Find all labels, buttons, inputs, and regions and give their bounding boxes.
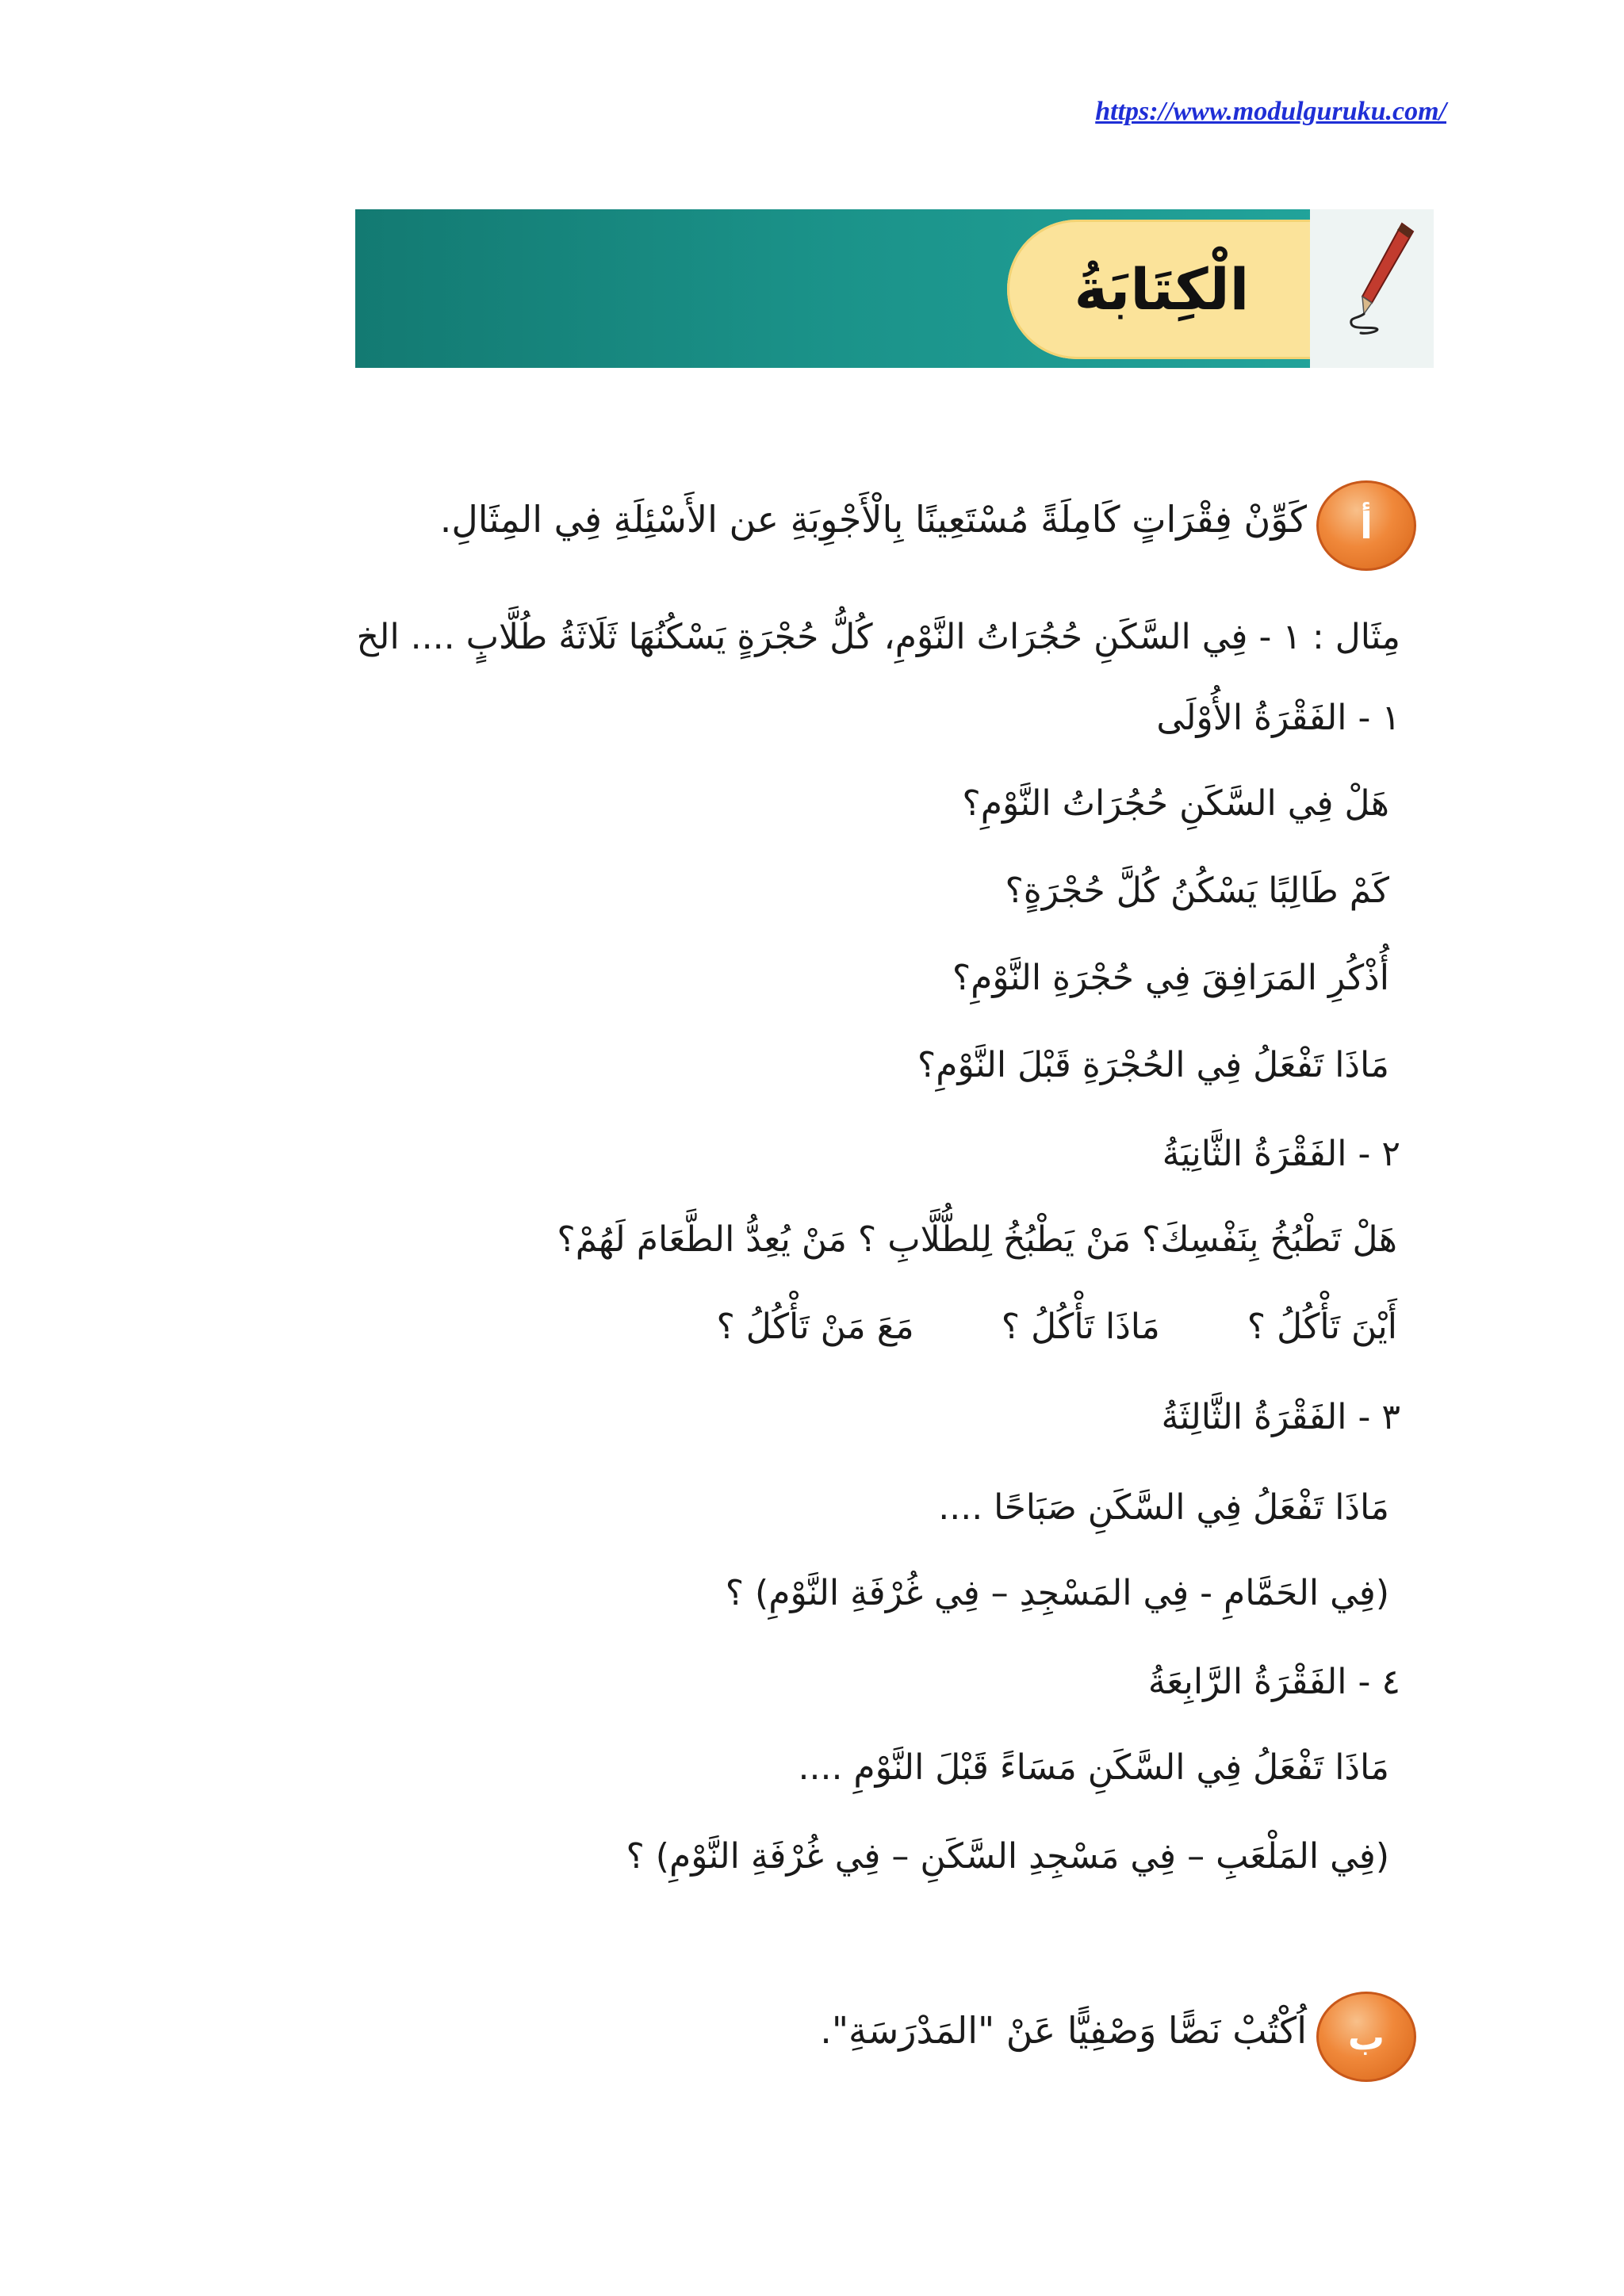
section-b-instruction: اُكْتُبْ نَصًّا وَصْفِيًّا عَنْ "المَدْرَسَةِ". (820, 2009, 1307, 2052)
paragraph-2-row-item-1: أَيْنَ تَأْكُلُ ؟ (1247, 1307, 1397, 1347)
section-a-badge-label: أ (1360, 504, 1373, 547)
pen-writing-icon (1340, 217, 1419, 336)
paragraph-2-question-row (716, 1307, 1397, 1349)
paragraph-1-question-4: مَاذَا تَفْعَلُ فِي الحُجْرَةِ قَبْلَ النَّوْمِ؟ (917, 1045, 1389, 1085)
section-title: الْكِتَابَةُ (1074, 256, 1250, 323)
section-b-badge (1316, 1992, 1416, 2082)
paragraph-2-row-item-2: مَاذَا تَأْكُلُ ؟ (1001, 1307, 1160, 1347)
paragraph-4-question-2: (فِي المَلْعَبِ – فِي مَسْجِدِ السَّكَنِ – فِي غُرْفَةِ النَّوْمِ) ؟ (626, 1836, 1389, 1877)
paragraph-4-question-1: مَاذَا تَفْعَلُ فِي السَّكَنِ مَسَاءً قَبْلَ النَّوْمِ .... (798, 1747, 1389, 1788)
paragraph-3-question-2: (فِي الحَمَّامِ - فِي المَسْجِدِ – فِي غُرْفَةِ النَّوْمِ) ؟ (725, 1573, 1389, 1613)
section-b-badge-label: ب (1347, 2015, 1385, 2058)
paragraph-1-heading: ١ - الفَقْرَةُ الأُوْلَى (1156, 698, 1400, 738)
paragraph-3-heading: ٣ - الفَقْرَةُ الثَّالِثَةُ (1161, 1397, 1400, 1437)
paragraph-3-question-1: مَاذَا تَفْعَلُ فِي السَّكَنِ صَبَاحًا .... (938, 1487, 1389, 1528)
paragraph-1-question-3: أُذْكُرِ المَرَافِقَ فِي حُجْرَةِ النَّوْمِ؟ (952, 958, 1389, 998)
paragraph-2-heading: ٢ - الفَقْرَةُ الثَّانِيَةُ (1162, 1134, 1400, 1174)
section-a-instruction: كَوِّنْ فِقْرَاتٍ كَامِلَةً مُسْتَعِينًا بِالْأَجْوِبَةِ عن الأَسْئِلَةِ فِي المِثَالِ. (439, 498, 1307, 541)
paragraph-2-question-1: هَلْ تَطْبُخُ بِنَفْسِكَ؟ مَنْ يَطْبُخُ لِلطُّلَّابِ ؟ مَنْ يُعِدُّ الطَّعَامَ لَهُمْ؟ (557, 1219, 1397, 1260)
paragraph-4-heading: ٤ - الفَقْرَةُ الرَّابِعَةُ (1147, 1662, 1400, 1702)
section-a-badge (1316, 480, 1416, 571)
paragraph-1-question-1: هَلْ فِي السَّكَنِ حُجُرَاتُ النَّوْمِ؟ (962, 783, 1389, 824)
example-line: مِثَال : ١ - فِي السَّكَنِ حُجُرَاتُ النَّوْمِ، كُلُّ حُجْرَةٍ يَسْكُنُهَا ثَلَاثَةُ طُلَّابٍ .... الخ (356, 617, 1400, 657)
paragraph-2-row-item-3: مَعَ مَنْ تَأْكُلُ ؟ (716, 1307, 914, 1347)
source-url-link[interactable]: https://www.modulguruku.com/ (1095, 97, 1446, 126)
paragraph-1-question-2: كَمْ طَالِبًا يَسْكُنُ كُلَّ حُجْرَةٍ؟ (1005, 871, 1389, 911)
